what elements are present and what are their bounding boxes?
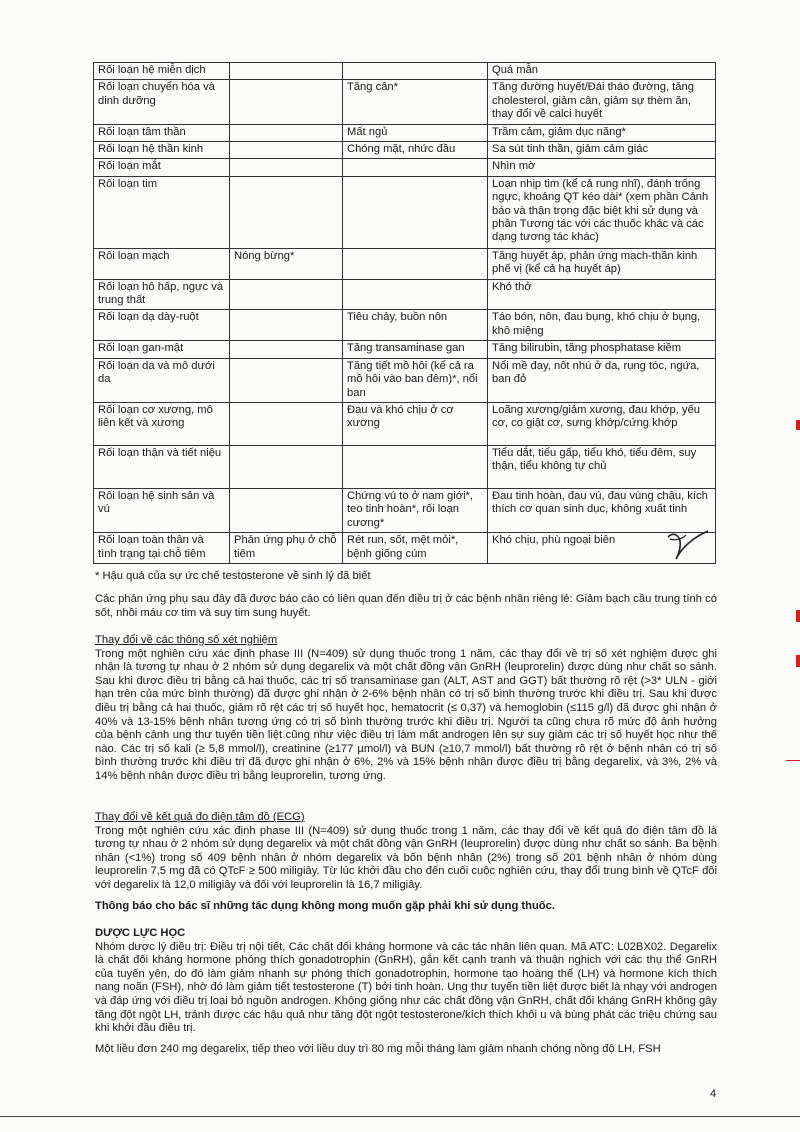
table-cell-c2: Chóng mặt, nhức đầu xyxy=(343,142,488,159)
table-row xyxy=(94,358,716,402)
pharmacodynamics-p1: Nhóm dược lý điều trị: Điều trị nội tiết, Các chất đối kháng hormone và các tác nhân liên quan. Mã ATC: L02BX02. Degarelix là chất đối kháng hormone phóng thích gonadotrophin (GnRH), gắn kết cạnh tranh và thuận nghịch với các thụ thể GnRH của tuyến yên, do đó làm giảm nhanh sự phóng thích gonadotrophin, hormone tạo hoàng thể (LH) và hormone kích thích nang noãn (FSH), nhờ đó làm giảm tiết testosterone (T) bởi tinh hoàn. Ung thư tuyến tiền liệt được biết là nhạy với androgen và đáp ứng với điều trị loại bỏ nguồn androgen. Không giống như các chất đồng vận GnRH, chất đối kháng GnRH không gây tăng đột ngột LH, tránh được các hậu quả như tăng đột ngột testosterone/kích thích khối u và bùng phát các triệu chứng sau khi khởi đầu điều trị. xyxy=(95,940,717,1035)
isolated-reactions-text: Các phản ứng phụ sau đây đã được báo cáo có liên quan đến điều trị ở các bệnh nhân riêng lẻ: Giảm bạch cầu trung tính có sốt, nhồi máu cơ tim và suy tim sung huyết. xyxy=(95,593,717,619)
table-cell-c2: Rét run, sốt, mệt mỏi*, bệnh giống cúm xyxy=(343,533,488,564)
table-cell-c1 xyxy=(230,80,343,124)
table-cell-c3: Đau tinh hoàn, đau vú, đau vùng chậu, kích thích cơ quan sinh dục, không xuất tinh xyxy=(488,488,716,532)
table-cell-c2: Mất ngủ xyxy=(343,124,488,141)
table-cell-c1 xyxy=(230,488,343,532)
adverse-reactions-table-body xyxy=(94,63,716,564)
pharmacodynamics-section xyxy=(95,927,717,1056)
table-cell-c3: Tăng đường huyết/Đái tháo đường, tăng cholesterol, giảm cân, giảm sự thèm ăn, thay đổi về calci huyết xyxy=(488,80,716,124)
edge-mark xyxy=(796,655,800,667)
pharmacodynamics-p2: Một liều đơn 240 mg degarelix, tiếp theo với liều duy trì 80 mg mỗi tháng làm giảm nhanh chóng nồng độ LH, FSH xyxy=(95,1042,661,1055)
table-row xyxy=(94,533,716,564)
table-cell-soc: Rối loạn hô hấp, ngực và trung thất xyxy=(94,279,230,310)
table-row xyxy=(94,248,716,279)
ecg-body: Trong một nghiên cứu xác định phase III (N=409) sử dụng thuốc trong 1 năm, các thay đổi về kết quả đo điện tâm đồ là tương tự nhau ở 2 nhóm sử dụng degarelix và một chất đồng vận GnRH (leuprorelin) được dùng như chất so sánh. Ba bệnh nhân (<1%) trong số 409 bệnh nhân ở nhóm degarelix và bốn bệnh nhân (2%) trong số 201 bệnh nhân ở nhóm dùng leuprorelin 7,5 mg đã có QTcF ≥ 500 miligiây. Từ lúc khởi đầu cho đến cuối cuộc nghiên cứu, thay đổi trung bình về QTcF đối với degarelix là 12,0 miligiây và đối với leuprorelin là 16,7 miligiây. xyxy=(95,824,717,891)
page-number: 4 xyxy=(710,1088,717,1100)
table-cell-soc: Rối loạn thận và tiết niệu xyxy=(94,445,230,488)
ecg-heading: Thay đổi về kết quả đo điện tâm đồ (ECG) xyxy=(95,811,305,823)
table-cell-soc: Rối loạn toàn thân và tình trạng tại chỗ tiêm xyxy=(94,533,230,564)
table-cell-c3: Nhìn mờ xyxy=(488,159,716,176)
edge-mark xyxy=(796,610,800,622)
table-cell-c1: Nóng bừng* xyxy=(230,248,343,279)
table-row xyxy=(94,124,716,141)
table-cell-c3: Khó thở xyxy=(488,279,716,310)
edge-mark xyxy=(796,420,800,430)
adverse-reactions-table xyxy=(93,62,716,564)
table-cell-c1: Phản ứng phụ ở chỗ tiêm xyxy=(230,533,343,564)
table-cell-c3: Quá mẫn xyxy=(488,63,716,80)
lab-section xyxy=(95,634,717,784)
table-cell-soc: Rối loạn hệ thần kinh xyxy=(94,142,230,159)
table-cell-c3: Loạn nhịp tim (kể cả rung nhĩ), đánh trống ngực, khoảng QT kéo dài* (xem phần Cảnh báo và thận trọng đặc biệt khi sử dụng và phần Tương tác với các thuốc khác và các dạng tương tác khác) xyxy=(488,176,716,248)
table-cell-c2 xyxy=(343,63,488,80)
table-row xyxy=(94,341,716,358)
table-cell-c3: Sa sút tinh thần, giảm cảm giác xyxy=(488,142,716,159)
table-cell-c1 xyxy=(230,445,343,488)
table-cell-c3: Tăng bilirubin, tăng phosphatase kiềm xyxy=(488,341,716,358)
ecg-section xyxy=(95,811,717,893)
table-cell-soc: Rối loạn tim xyxy=(94,176,230,248)
table-cell-soc: Rối loạn cơ xương, mô liên kết và xương xyxy=(94,402,230,445)
table-cell-soc: Rối loạn tâm thần xyxy=(94,124,230,141)
edge-mark xyxy=(786,760,800,761)
lab-body: Trong một nghiên cứu xác định phase III (N=409) sử dụng thuốc trong 1 năm, các thay đổi về trị số xét nghiệm được ghi nhận là tương tự nhau ở 2 nhóm sử dụng degarelix và một chất đồng vận GnRH (leuprorelin) được dùng như chất so sánh. Sau khi được điều trị bằng cả hai thuốc, các trị số transaminase gan (ALT, AST and GGT) bất thường rõ rệt (>3* ULN - giới hạn trên của mức bình thường) đã được ghi nhận ở 2-6% bệnh nhân có trị số bình thường trước khi điều trị. Sau khi được điều trị bằng cả hai thuốc, giảm rõ rệt các trị số huyết học, hematocrit (≤ 0,37) và hemoglobin (≤115 g/l) đã được ghi nhận ở 40% và 13-15% bệnh nhân tương ứng có trị số bình thường trước khi điều trị. Người ta cũng chưa rõ mức độ ảnh hưởng của bệnh cảnh ung thư tuyến tiền liệt cũng như việc điều trị làm mất androgen lên sự suy giảm các trị số huyết học như thế nào. Các trị số kali (≥ 5,8 mmol/l), creatinine (≥177 µmol/l) và BUN (≥10,7 mmol/l) bất thường rõ rệt ở bệnh nhân có trị số bình thường trước khi điều trị đã được ghi nhận ở 6%, 2% và 15% bệnh nhân được điều trị bằng degarelix, và 3%, 2% và 14% bệnh nhân được điều trị bằng leuprorelin, tương ứng. xyxy=(95,647,717,782)
table-cell-soc: Rối loạn chuyển hóa và dinh dưỡng xyxy=(94,80,230,124)
table-cell-c1 xyxy=(230,402,343,445)
table-cell-c3: Tăng huyết áp, phản ứng mạch-thần kinh phế vị (kể cả hạ huyết áp) xyxy=(488,248,716,279)
table-cell-c1 xyxy=(230,124,343,141)
table-cell-c2 xyxy=(343,445,488,488)
table-cell-c3: Táo bón, nôn, đau bụng, khó chịu ở bụng, khô miệng xyxy=(488,310,716,341)
table-cell-soc: Rối loạn mạch xyxy=(94,248,230,279)
table-cell-c3: Trầm cảm, giảm dục năng* xyxy=(488,124,716,141)
bottom-rule xyxy=(0,1116,800,1117)
table-cell-c3: Nổi mề đay, nốt nhú ở da, rụng tóc, ngứa, ban đỏ xyxy=(488,358,716,402)
table-cell-c2: Chứng vú to ở nam giới*, teo tinh hoàn*, rối loạn cương* xyxy=(343,488,488,532)
table-cell-c2 xyxy=(343,248,488,279)
lab-heading: Thay đổi về các thông số xét nghiệm xyxy=(95,634,278,646)
table-row xyxy=(94,445,716,488)
table-cell-c2 xyxy=(343,279,488,310)
table-cell-c2: Đau và khó chịu ở cơ xương xyxy=(343,402,488,445)
table-cell-c1 xyxy=(230,63,343,80)
table-cell-soc: Rối loạn hệ sinh sản và vú xyxy=(94,488,230,532)
pharmacodynamics-heading: DƯỢC LỰC HỌC xyxy=(95,927,186,939)
table-row xyxy=(94,402,716,445)
table-row xyxy=(94,176,716,248)
table-cell-c2 xyxy=(343,159,488,176)
table-row xyxy=(94,142,716,159)
table-cell-c3: Khó chịu, phù ngoại biên xyxy=(488,533,716,564)
table-cell-c1 xyxy=(230,310,343,341)
table-cell-c2: Tiêu chảy, buồn nôn xyxy=(343,310,488,341)
table-cell-c1 xyxy=(230,341,343,358)
table-cell-c2: Tăng transaminase gan xyxy=(343,341,488,358)
table-cell-c2 xyxy=(343,176,488,248)
notice-text: Thông báo cho bác sĩ những tác dụng không mong muốn gặp phải khi sử dụng thuốc. xyxy=(95,900,555,912)
table-row xyxy=(94,488,716,532)
table-cell-c1 xyxy=(230,142,343,159)
table-row xyxy=(94,159,716,176)
isolated-reactions-paragraph xyxy=(95,593,717,620)
table-cell-soc: Rối loạn gan-mật xyxy=(94,341,230,358)
table-row xyxy=(94,310,716,341)
table-cell-soc: Rối loạn dạ dày-ruột xyxy=(94,310,230,341)
table-cell-c2: Tăng tiết mồ hôi (kể cả ra mồ hôi vào ban đêm)*, nổi ban xyxy=(343,358,488,402)
table-cell-c1 xyxy=(230,159,343,176)
table-cell-c1 xyxy=(230,176,343,248)
table-cell-c1 xyxy=(230,279,343,310)
handwritten-check-mark xyxy=(662,529,712,563)
table-cell-c2: Tăng cân* xyxy=(343,80,488,124)
table-cell-c3: Loãng xương/giảm xương, đau khớp, yếu cơ, co giật cơ, sưng khớp/cứng khớp xyxy=(488,402,716,445)
table-cell-soc: Rối loạn mắt xyxy=(94,159,230,176)
table-cell-c1 xyxy=(230,358,343,402)
table-row xyxy=(94,279,716,310)
table-footnote: * Hậu quả của sự ức chế testosterone về sinh lý đã biết xyxy=(95,570,371,582)
table-cell-soc: Rối loạn hệ miễn dịch xyxy=(94,63,230,80)
table-cell-soc: Rối loạn da và mô dưới da xyxy=(94,358,230,402)
table-row xyxy=(94,63,716,80)
table-row xyxy=(94,80,716,124)
table-cell-c3: Tiểu dắt, tiểu gấp, tiểu khó, tiểu đêm, suy thận, tiểu không tự chủ xyxy=(488,445,716,488)
